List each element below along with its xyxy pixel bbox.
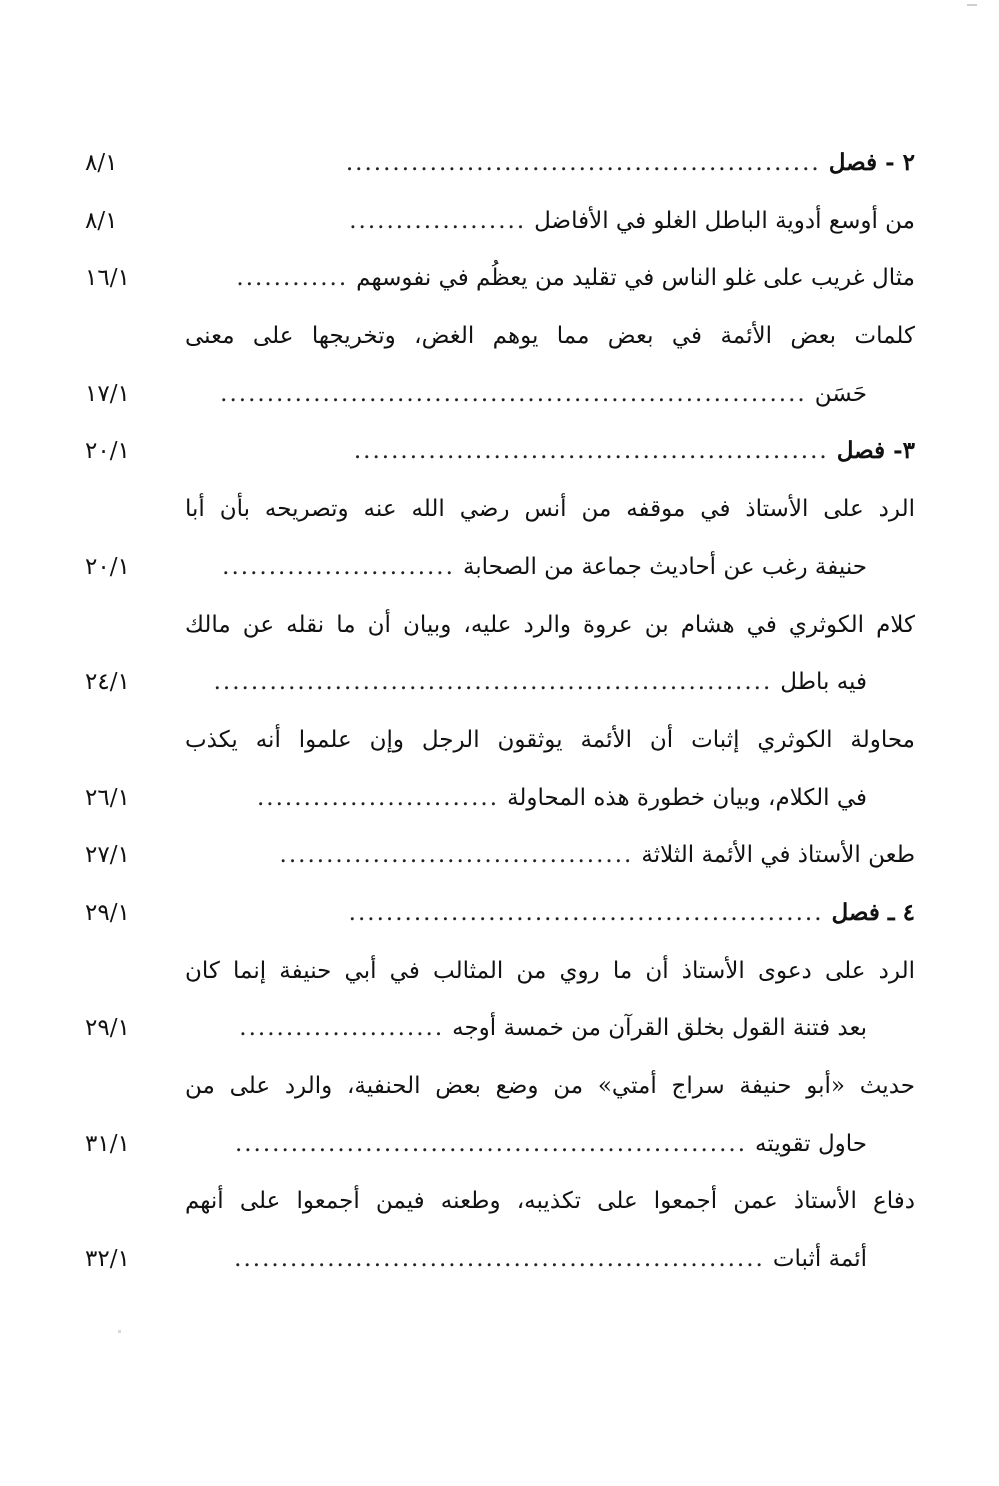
toc-entry-continuation — [85, 373, 915, 431]
toc-entry — [85, 892, 915, 950]
toc-entry-text — [239, 1011, 867, 1045]
entry-title: الرد على دعوى الأستاذ أن ما روي من المثالب في أبي حنيفة إنما كان — [185, 957, 915, 984]
toc-entry-text — [185, 1184, 915, 1218]
entry-title: حنيفة رغب عن أحاديث جماعة من الصحابة — [462, 553, 867, 580]
dot-leader: ............................................................ — [213, 669, 773, 696]
toc-entry-text — [349, 204, 915, 238]
toc-entry — [85, 834, 915, 892]
entry-title: حاول تقويته — [755, 1130, 867, 1157]
dot-leader: ................................................... — [345, 150, 821, 176]
page-reference: ٢٠/١ — [85, 553, 130, 580]
toc-entry-continuation — [85, 1007, 915, 1065]
page-reference: ٢٧/١ — [85, 842, 130, 869]
dot-leader: ......................... — [222, 553, 455, 580]
toc-entry-text — [185, 608, 915, 642]
table-of-contents — [85, 142, 915, 1296]
toc-entry-continuation — [85, 1238, 915, 1296]
toc-entry-text — [236, 261, 915, 295]
dot-leader: ............ — [236, 265, 349, 292]
toc-entry — [85, 1065, 915, 1123]
page-reference: ١٦/١ — [85, 265, 130, 292]
page-reference: ١٧/١ — [85, 380, 130, 407]
toc-entry — [85, 719, 915, 777]
entry-title: محاولة الكوثري إثبات أن الأئمة يوثقون الرجل وإن علموا أنه يكذب — [185, 726, 915, 753]
toc-entry-continuation — [85, 661, 915, 719]
toc-entry — [85, 430, 915, 488]
toc-entry-text — [185, 954, 915, 988]
dot-leader: ...................... — [239, 1015, 445, 1042]
entry-title: فيه باطل — [780, 669, 867, 696]
toc-entry-continuation — [85, 777, 915, 835]
toc-entry-text — [234, 1242, 867, 1276]
dot-leader: ...................................... — [279, 842, 634, 869]
entry-title: الرد على الأستاذ في موقفه من أنس رضي الله عنه وتصريحه بأن أبا — [185, 496, 915, 523]
entry-title: حديث «أبو حنيفة سراج أمتي» من وضع بعض الحنفية، والرد على من — [185, 1073, 915, 1099]
toc-entry — [85, 604, 915, 662]
toc-entry — [85, 257, 915, 315]
toc-entry-text — [185, 492, 915, 526]
page-reference: ٢٩/١ — [85, 899, 130, 926]
dot-leader: ......................................................... — [234, 1246, 765, 1273]
dot-leader: ............................................................... — [220, 380, 807, 407]
toc-entry-text — [280, 838, 915, 872]
toc-entry-text — [354, 434, 915, 468]
entry-title: كلمات بعض الأئمة في بعض مما يوهم الغض، وتخريجها على معنى — [185, 323, 915, 350]
toc-entry — [85, 315, 915, 373]
entry-title: حَسَن — [814, 380, 867, 407]
page-reference: ٢٩/١ — [85, 1015, 130, 1042]
toc-entry — [85, 142, 915, 200]
toc-entry — [85, 200, 915, 258]
entry-title: في الكلام، وبيان خطورة هذه المحاولة — [507, 784, 867, 811]
dot-leader: ................................................... — [348, 899, 824, 926]
dot-leader: ................... — [349, 207, 527, 234]
dot-leader: .......................... — [256, 784, 500, 811]
page-reference: ٣٢/١ — [85, 1246, 130, 1273]
page-reference: ٣١/١ — [85, 1130, 130, 1157]
section-heading: ٣- فصل — [836, 437, 915, 465]
toc-entry — [85, 1180, 915, 1238]
dot-leader: ................................................... — [353, 438, 829, 465]
toc-entry-text — [257, 781, 867, 815]
page-reference: ٢٤/١ — [85, 669, 130, 696]
toc-entry-text — [220, 377, 867, 411]
section-heading: ٤ ـ فصل — [831, 898, 915, 926]
toc-entry-text — [346, 146, 915, 180]
toc-entry — [85, 488, 915, 546]
entry-title: من أوسع أدوية الباطل الغلو في الأفاضل — [534, 207, 915, 234]
entry-title: طعن الأستاذ في الأئمة الثلاثة — [641, 842, 915, 869]
scan-mark — [118, 1330, 121, 1333]
toc-entry-text — [222, 550, 867, 584]
dot-leader: ....................................................... — [234, 1130, 748, 1157]
entry-title: كلام الكوثري في هشام بن عروة والرد عليه، وبيان أن ما نقله عن مالك — [185, 611, 915, 638]
page-reference: ٨/١ — [85, 207, 118, 234]
page-reference: ٢٦/١ — [85, 784, 130, 811]
entry-title: أئمة أثبات — [772, 1246, 867, 1273]
page-reference: ٢٠/١ — [85, 438, 130, 465]
toc-entry-text — [349, 896, 915, 930]
toc-entry-text — [185, 1069, 915, 1103]
toc-entry — [85, 950, 915, 1008]
scan-mark — [967, 4, 977, 6]
toc-entry-text — [185, 723, 915, 757]
entry-title: بعد فتنة القول بخلق القرآن من خمسة أوجه — [452, 1015, 867, 1042]
toc-entry-continuation — [85, 1123, 915, 1181]
toc-entry-text — [235, 1127, 867, 1161]
page-reference: ٨/١ — [85, 150, 118, 176]
entry-title: دفاع الأستاذ عمن أجمعوا على تكذيبه، وطعنه فيمن أجمعوا على أنهم — [185, 1188, 915, 1215]
section-heading: ٢ - فصل — [828, 149, 915, 176]
entry-title: مثال غريب على غلو الناس في تقليد من يعظُم في نفوسهم — [356, 265, 915, 292]
toc-entry-text — [214, 665, 867, 699]
toc-entry-continuation — [85, 546, 915, 604]
toc-entry-text — [185, 319, 915, 353]
